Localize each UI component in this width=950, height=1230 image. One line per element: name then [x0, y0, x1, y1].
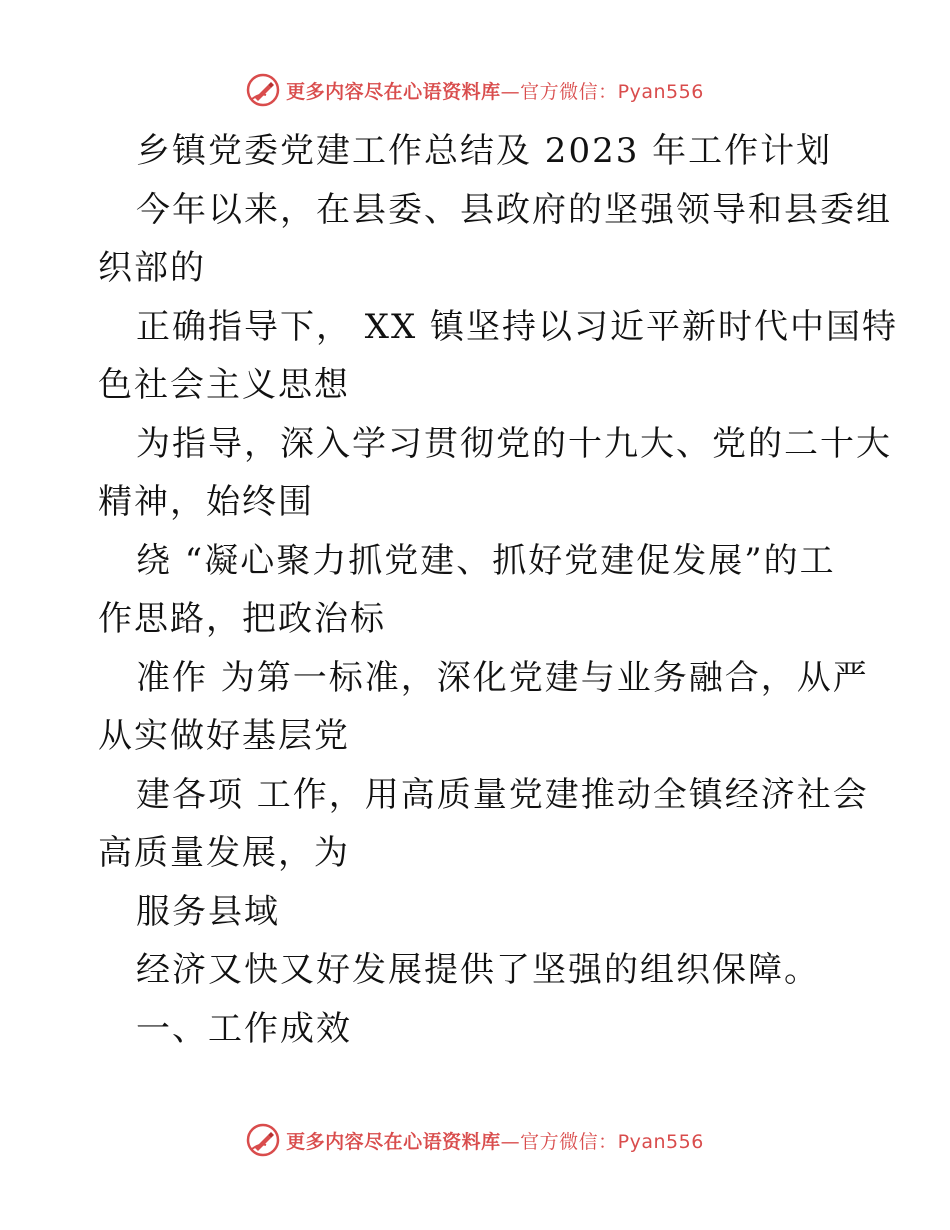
paragraph-line: 建各项 工作，用高质量党建推动全镇经济社会 [136, 774, 869, 815]
paragraph-line: 经济又快又好发展提供了坚强的组织保障。 [136, 950, 820, 990]
paragraph-line: 高质量发展，为 [98, 833, 350, 873]
paragraph-line: 从实做好基层党 [98, 716, 350, 756]
header-watermark [0, 70, 950, 110]
pen-logo-icon [246, 73, 280, 107]
paragraph-line: 正确指导下， XX 镇坚持以习近平新时代中国特 [136, 306, 899, 347]
watermark-text: 更多内容尽在心语资料库—官方微信：Pyan556 [286, 80, 704, 103]
document-title: 乡镇党委党建工作总结及 2023 年工作计划 [136, 131, 833, 171]
paragraph-line: 为指导，深入学习贯彻党的十九大、党的二十大 [136, 423, 892, 464]
paragraph-line: 色社会主义思想 [98, 365, 350, 405]
section-heading: 一、工作成效 [136, 1008, 352, 1049]
footer-watermark [0, 1120, 950, 1160]
paragraph-line: 服务县域 [136, 891, 280, 932]
paragraph-line: 今年以来，在县委、县政府的坚强领导和县委组 [136, 189, 892, 230]
paragraph-line: 织部的 [98, 248, 206, 288]
watermark-text: 更多内容尽在心语资料库—官方微信：Pyan556 [286, 1130, 704, 1153]
paragraph-line: 准作 为第一标准，深化党建与业务融合，从严 [136, 657, 869, 698]
document-body [98, 122, 899, 1058]
paragraph-line: 精神，始终围 [98, 482, 314, 522]
paragraph-line: 作思路，把政治标 [98, 599, 386, 639]
pen-logo-icon [246, 1123, 280, 1157]
paragraph-line: 绕 “凝心聚力抓党建、抓好党建促发展”的工 [136, 540, 836, 581]
